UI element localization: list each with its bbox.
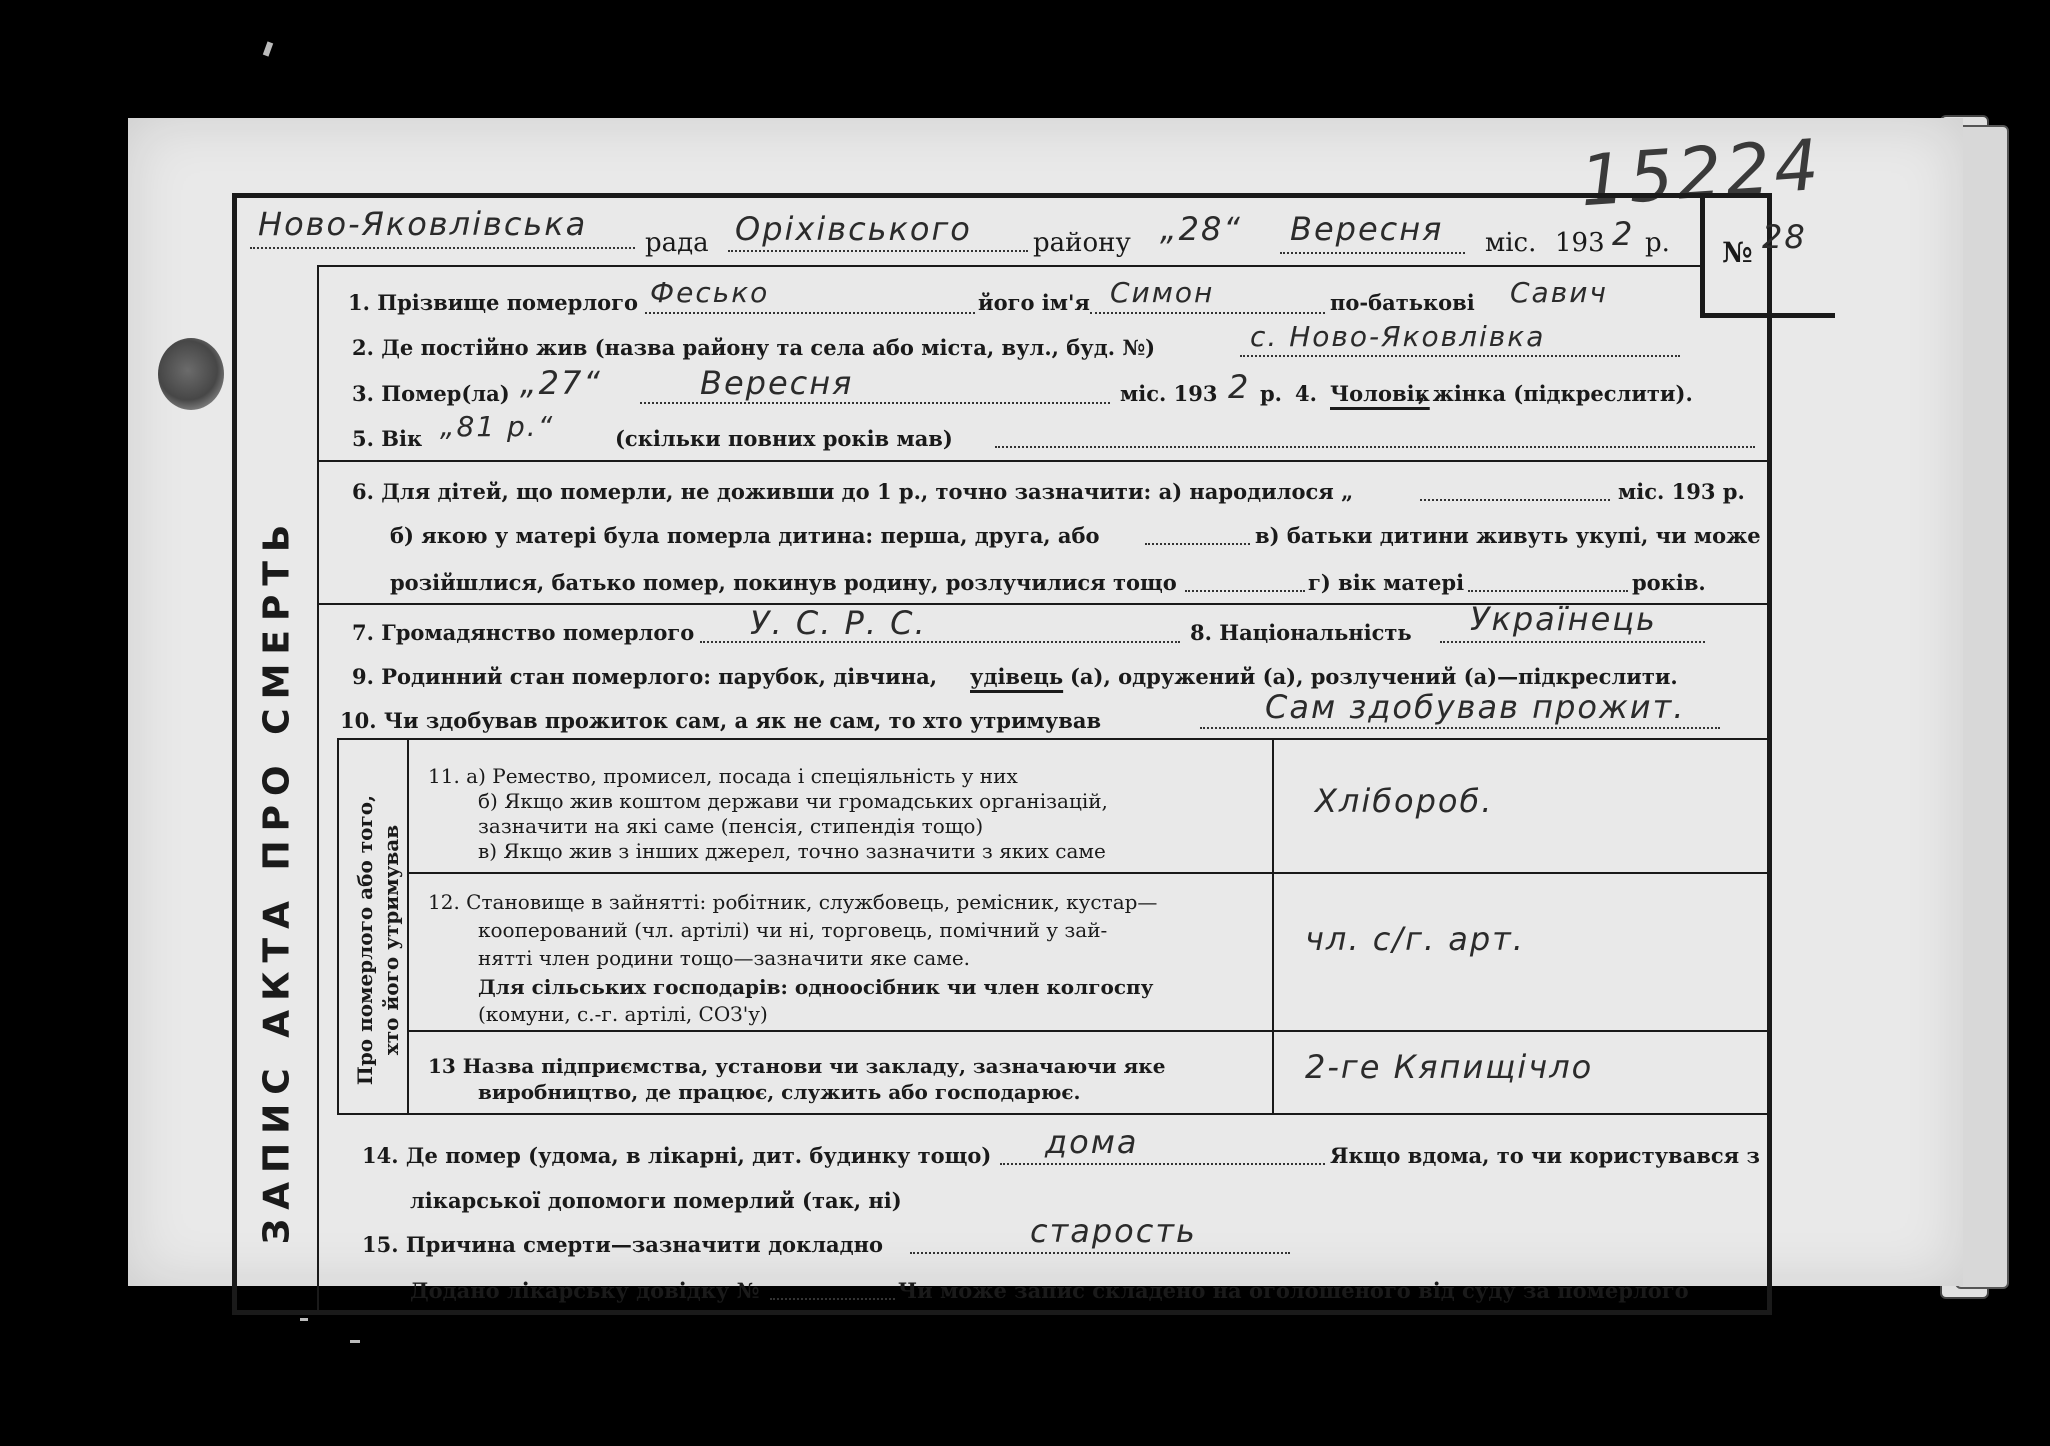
- field-4-rest: , жінка (підкреслити).: [1418, 381, 1693, 406]
- field-4-male-underlined: Чоловік: [1330, 381, 1430, 406]
- hw-livelihood: Сам здобував прожит.: [1265, 688, 1686, 726]
- fill-line: [250, 247, 635, 249]
- medical-certificate-label: Додано лікарську довідку №: [410, 1278, 760, 1303]
- field-4-number: 4.: [1295, 381, 1317, 406]
- field-11-line: зазначити на які саме (пенсія, стипендія тощо): [478, 814, 984, 838]
- side-note-line: Про померлого або того,: [353, 794, 377, 1086]
- field-2-label: 2. Де постійно жив (назва району та села або міста, вул., буд. №): [352, 335, 1156, 360]
- field-12-line: (комуни, с.-г. артілі, СОЗ'у): [478, 1002, 768, 1026]
- fill-line: [1185, 590, 1305, 592]
- fill-line: [770, 1298, 895, 1300]
- field-7-label: 7. Громадянство померлого: [352, 620, 695, 645]
- year-print: 193: [1555, 228, 1605, 258]
- hw-age: „81 р.“: [440, 410, 555, 443]
- row-divider: [407, 1030, 1772, 1032]
- field-10-label: 10. Чи здобував прожиток сам, а як не сам, то хто утримував: [340, 708, 1102, 733]
- field-11-line: 11. а) Ремество, промисел, посада і спеціяльність у них: [428, 764, 1018, 788]
- hw-district: Оріхівського: [735, 210, 972, 248]
- fill-line: [1420, 499, 1610, 501]
- hw-workplace: 2-ге Кяпищічло: [1305, 1048, 1594, 1086]
- hw-patronymic: Савич: [1510, 276, 1608, 309]
- punch-hole: [158, 338, 224, 410]
- hw-surname: Фесько: [650, 276, 770, 309]
- fill-line: [1090, 312, 1325, 314]
- district-label: району: [1033, 228, 1131, 258]
- field-9-label-b: (а), одружений (а), розлучений (а)—підкреслити.: [1070, 664, 1678, 689]
- field-12-line: нятті член родини тощо—зазначити яке саме.: [478, 946, 971, 970]
- year-suffix: р.: [1645, 228, 1670, 258]
- hw-cause-of-death: старость: [1030, 1212, 1197, 1250]
- fill-line: [1440, 641, 1705, 643]
- fill-line: [910, 1252, 1290, 1254]
- hw-employment-status: чл. с/г. арт.: [1305, 920, 1525, 958]
- field-6-line-3b: г) вік матері: [1308, 570, 1465, 595]
- fill-line: [995, 446, 1755, 448]
- header-divider: [317, 265, 1702, 267]
- field-14-label-b: Якщо вдома, то чи користувався з: [1330, 1143, 1760, 1168]
- field-11-line: б) Якщо жив коштом держави чи громадських організацій,: [478, 789, 1108, 813]
- field-3-label: 3. Помер(ла): [352, 381, 510, 406]
- dust-mark: [263, 41, 273, 56]
- form-title: ЗАПИС АКТА ПРО СМЕРТЬ: [256, 515, 298, 1245]
- field-12-line: Для сільських господарів: одноосібник чи член колгоспу: [478, 975, 1154, 999]
- fill-line: [645, 312, 975, 314]
- hw-month: Вересня: [1290, 210, 1444, 248]
- field-5-note: (скільки повних років мав): [615, 426, 953, 451]
- field-3-year-suffix: р.: [1260, 381, 1282, 406]
- hw-council: Ново-Яковлівська: [258, 205, 588, 243]
- hw-year: 2: [1612, 215, 1635, 253]
- fill-line: [1145, 543, 1250, 545]
- section-divider: [317, 460, 1772, 462]
- value-column-divider: [1272, 738, 1274, 1113]
- field-6-line-2b: в) батьки дитини живуть укупі, чи може: [1255, 523, 1761, 548]
- side-note: [352, 795, 404, 1085]
- field-6-line-3a: розійшлися, батько помер, покинув родину, розлучилися тощо: [390, 570, 1177, 595]
- margin-mark: [300, 1318, 308, 1321]
- field-3-month-label: міс. 193: [1120, 381, 1218, 406]
- hw-given-name: Симон: [1110, 276, 1215, 309]
- fill-line: [1000, 1163, 1325, 1165]
- fill-line: [640, 402, 1110, 404]
- table-top: [337, 738, 1772, 740]
- back-sheet: [1955, 125, 2009, 1289]
- hw-citizenship: У. С. Р. С.: [750, 604, 927, 642]
- field-13-line: 13 Назва підприємства, установи чи закладу, зазначаючи яке: [428, 1054, 1166, 1078]
- hw-death-year: 2: [1228, 368, 1251, 406]
- field-6-line-2a: б) якою у матері була померла дитина: перша, друга, або: [390, 523, 1100, 548]
- field-1-label: 1. Прізвище померлого: [348, 290, 639, 315]
- hw-nationality: Українець: [1470, 600, 1657, 638]
- field-1-patronymic-label: по-батькові: [1330, 290, 1475, 315]
- field-1-name-label: його ім'я: [978, 290, 1090, 315]
- row-divider: [407, 872, 1772, 874]
- field-6-line-1-end: міс. 193 р.: [1618, 479, 1745, 504]
- field-14-label-c: лікарської допомоги померлий (так, ні): [410, 1188, 902, 1213]
- field-5-label: 5. Вік: [352, 426, 423, 451]
- field-15-label: 15. Причина смерти—зазначити докладно: [362, 1232, 884, 1257]
- field-6-line-1: 6. Для дітей, що померли, не доживши до 1 р., точно зазначити: а) народилося „: [352, 479, 1354, 504]
- field-12-line: кооперований (чл. артілі) чи ні, торговець, помічний у зай-: [478, 918, 1108, 942]
- hw-record-number: 28: [1762, 218, 1807, 256]
- field-8-label: 8. Національність: [1190, 620, 1412, 645]
- table-bottom: [337, 1113, 1772, 1115]
- fill-line: [1468, 590, 1628, 592]
- field-9-label-a: 9. Родинний стан померлого: парубок, дівчина,: [352, 664, 938, 689]
- archive-serial-number: 15224: [1577, 123, 1826, 223]
- month-label: міс.: [1485, 228, 1537, 258]
- fill-line: [700, 641, 1180, 643]
- council-label: рада: [645, 228, 709, 258]
- table-left: [337, 738, 339, 1113]
- margin-mark: [350, 1340, 360, 1343]
- court-declaration-label: Чи може запис складено на оголошеного від суду за померлого: [898, 1278, 1689, 1303]
- hw-residence: с. Ново-Яковлівка: [1250, 320, 1546, 353]
- field-9-widower-underlined: удівець: [970, 664, 1064, 689]
- field-12-line: 12. Становище в зайнятті: робітник, службовець, ремісник, кустар—: [428, 890, 1158, 914]
- field-13-line: виробництво, де працює, служить або господарює.: [478, 1080, 1081, 1104]
- hw-death-month: Вересня: [700, 364, 854, 402]
- fill-line: [1240, 355, 1680, 357]
- hw-occupation: Хлібороб.: [1315, 782, 1494, 820]
- number-label: №: [1722, 236, 1753, 269]
- fill-line: [728, 250, 1028, 252]
- hw-place-of-death: дома: [1045, 1123, 1139, 1161]
- side-note-line: хто його утримував: [379, 824, 403, 1056]
- hw-day: „28“: [1160, 210, 1242, 248]
- hw-death-day: „27“: [520, 364, 602, 402]
- field-11-line: в) Якщо жив з інших джерел, точно зазначити з яких саме: [478, 839, 1106, 863]
- fill-line: [1200, 727, 1720, 729]
- field-14-label-a: 14. Де помер (удома, в лікарні, дит. будинку тощо): [362, 1143, 992, 1168]
- side-note-divider: [407, 738, 409, 1113]
- fill-line: [1280, 252, 1465, 254]
- field-6-line-3c: років.: [1632, 570, 1706, 595]
